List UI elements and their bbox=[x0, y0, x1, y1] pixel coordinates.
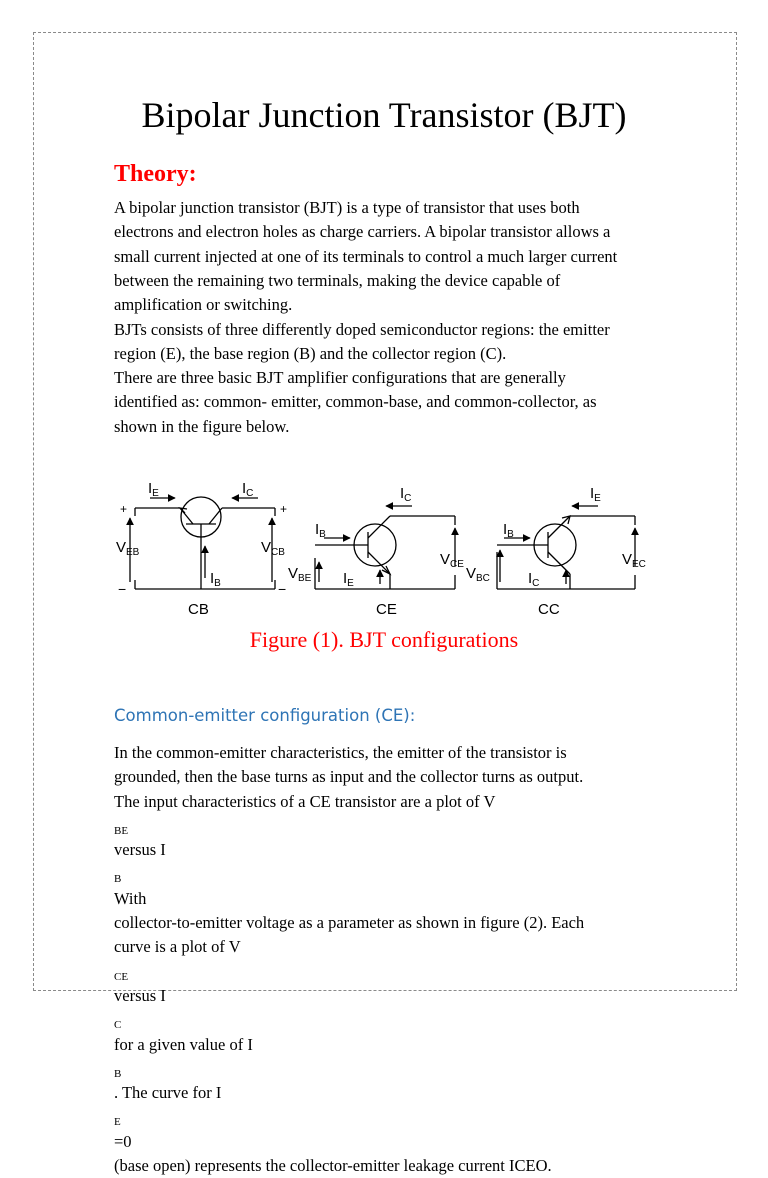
text-run: versus I bbox=[114, 985, 166, 1005]
paragraph-line: There are three basic BJT amplifier configurations that are generally bbox=[114, 368, 566, 387]
paragraph-line: between the remaining two terminals, making the device capable of bbox=[114, 270, 561, 290]
bjt-configurations-figure bbox=[110, 470, 670, 620]
cb-plus-right: + bbox=[280, 502, 288, 516]
paragraph-line: small current injected at one of its terminals to control a much larger current bbox=[114, 246, 618, 266]
paragraph-line: identified as: common- emitter, common-base, and common-collector, as bbox=[114, 392, 597, 412]
ce-ic-label: $I_C$ bbox=[400, 485, 412, 504]
cb-circuit bbox=[130, 497, 275, 589]
cb-veb-label: $V_{EB}$ bbox=[116, 539, 140, 558]
paragraph-line: (base open) represents the collector-emitter leakage current ICEO. bbox=[114, 1156, 552, 1176]
theory-paragraph-2 bbox=[114, 318, 654, 367]
subscript: BE bbox=[114, 824, 129, 837]
cb-name-label: CB bbox=[188, 601, 209, 618]
text-run: curve is a plot of V bbox=[114, 937, 241, 957]
paragraph-line: BJTs consists of three differently doped semiconductor regions: the emitter bbox=[114, 320, 610, 339]
text-run: for a given value of I bbox=[114, 1034, 253, 1054]
cb-minus-right: − bbox=[278, 581, 287, 597]
text-run: =0 bbox=[114, 1131, 132, 1151]
ce-ie-label: $I_E$ bbox=[343, 570, 354, 589]
ce-name-label: CE bbox=[376, 601, 397, 618]
paragraph-line: In the common-emitter characteristics, the emitter of the transistor is bbox=[114, 743, 567, 762]
paragraph-line bbox=[114, 935, 654, 1154]
cc-ib-label: $I_B$ bbox=[503, 521, 514, 540]
cb-vcb-label: $V_{CB}$ bbox=[261, 539, 285, 558]
paragraph-line: A bipolar junction transistor (BJT) is a type of transistor that uses both bbox=[114, 198, 580, 217]
subscript: CE bbox=[114, 970, 129, 983]
ce-vbe-label: $V_{BE}$ bbox=[288, 565, 312, 584]
cb-ib-label: $I_B$ bbox=[210, 570, 221, 589]
figure-caption: Figure (1). BJT configurations bbox=[249, 627, 519, 652]
paragraph-line: shown in the figure below. bbox=[114, 416, 290, 436]
subscript: E bbox=[114, 1116, 121, 1129]
cc-circuit bbox=[497, 506, 635, 589]
paragraph-line: amplification or switching. bbox=[114, 295, 293, 315]
cc-ic-label: $I_C$ bbox=[528, 570, 540, 589]
cc-vbc-label: $V_{BC}$ bbox=[466, 565, 490, 584]
theory-heading: Theory: bbox=[114, 161, 197, 187]
cb-plus-left: + bbox=[120, 502, 128, 516]
theory-paragraph-1 bbox=[114, 196, 654, 317]
text-run: . The curve for I bbox=[114, 1083, 222, 1103]
paragraph-line: collector-to-emitter voltage as a parameter as shown in figure (2). Each bbox=[114, 913, 585, 933]
subscript: B bbox=[114, 873, 122, 886]
text-run: versus I bbox=[114, 840, 166, 860]
ce-ib-label: $I_B$ bbox=[315, 521, 326, 540]
ce-paragraph bbox=[114, 741, 654, 1178]
ce-circuit bbox=[315, 506, 455, 589]
paragraph-line: region (E), the base region (B) and the collector region (C). bbox=[114, 344, 507, 364]
cc-vec-label: $V_{EC}$ bbox=[622, 551, 646, 570]
subscript: C bbox=[114, 1019, 122, 1032]
ce-vce-label: $V_{CE}$ bbox=[440, 551, 464, 570]
page-title: Bipolar Junction Transistor (BJT) bbox=[141, 95, 627, 135]
paragraph-line: electrons and electron holes as charge carriers. A bipolar transistor allows a bbox=[114, 222, 611, 242]
theory-paragraph-3 bbox=[114, 366, 654, 439]
subscript: B bbox=[114, 1067, 122, 1080]
cb-ic-label: $I_C$ bbox=[242, 480, 254, 499]
paragraph-line: grounded, then the base turns as input and the collector turns as output. bbox=[114, 767, 584, 787]
cc-name-label: CC bbox=[538, 601, 560, 618]
cc-ie-label: $I_E$ bbox=[590, 485, 601, 504]
text-run: The input characteristics of a CE transistor are a plot of V bbox=[114, 791, 496, 811]
cb-minus-left: − bbox=[118, 581, 127, 597]
ce-section-heading: Common-emitter configuration (CE): bbox=[114, 706, 416, 725]
cb-ie-label: $I_E$ bbox=[148, 480, 159, 499]
text-run: With bbox=[114, 888, 147, 908]
paragraph-line bbox=[114, 790, 654, 911]
